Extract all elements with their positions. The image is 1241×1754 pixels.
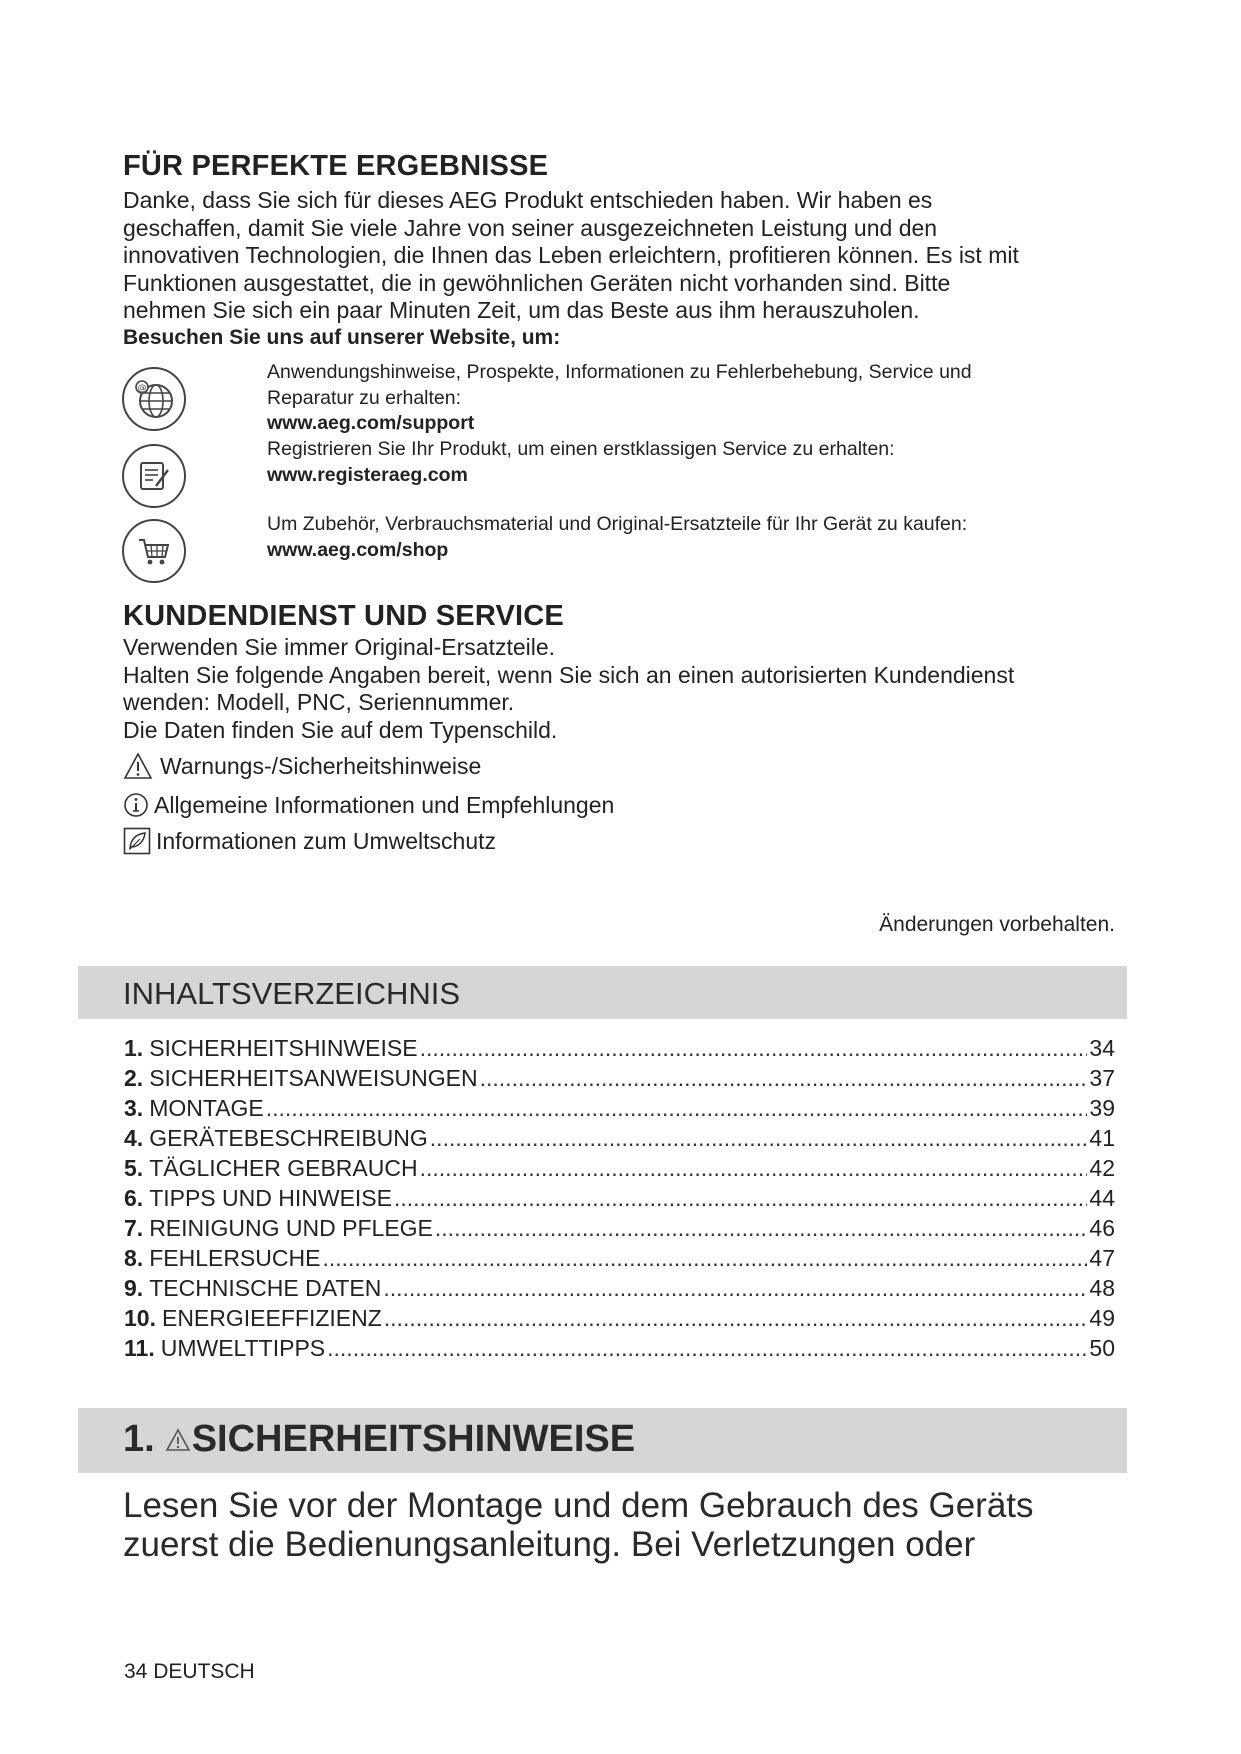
info-icon bbox=[123, 790, 149, 820]
toc-entry-label: MONTAGE bbox=[149, 1095, 264, 1121]
toc-entry-number: 2. bbox=[124, 1065, 144, 1091]
toc-entry-page: 42 bbox=[1089, 1155, 1115, 1181]
toc-entry-label: TIPPS UND HINWEISE bbox=[149, 1185, 392, 1211]
legend-label: Informationen zum Umweltschutz bbox=[156, 827, 497, 854]
toc-entry[interactable] bbox=[124, 1245, 1115, 1273]
toc-header-band bbox=[78, 966, 1127, 1019]
toc-entry-page: 34 bbox=[1089, 1035, 1115, 1061]
toc-entry-page: 48 bbox=[1089, 1275, 1115, 1301]
service-paragraph bbox=[123, 634, 1014, 744]
toc-entry-label: SICHERHEITSANWEISUNGEN bbox=[149, 1065, 478, 1091]
shopping-cart-icon bbox=[122, 519, 186, 583]
toc-entry-number: 7. bbox=[124, 1215, 144, 1241]
paragraph-line: Halten Sie folgende Angaben bereit, wenn Sie sich an einen autorisierten Kundendienst bbox=[123, 661, 1015, 688]
toc-leader-dots bbox=[394, 1185, 1087, 1212]
toc-entry-label: TÄGLICHER GEBRAUCH bbox=[149, 1155, 418, 1181]
legend-label: Warnungs-/Sicherheitshinweise bbox=[160, 752, 482, 779]
safety-heading-number: 1. bbox=[123, 1418, 155, 1460]
safety-intro bbox=[123, 1486, 1034, 1564]
toc-entry-label: TECHNISCHE DATEN bbox=[149, 1275, 382, 1301]
results-paragraph bbox=[123, 187, 1019, 325]
paragraph-line: geschaffen, damit Sie viele Jahre von seiner ausgezeichneten Leistung und den bbox=[123, 214, 938, 241]
toc-entry-number: 9. bbox=[124, 1275, 144, 1301]
toc-entry-label: SICHERHEITSHINWEISE bbox=[149, 1035, 418, 1061]
toc-entry-page: 44 bbox=[1089, 1185, 1115, 1211]
toc-entry-page: 47 bbox=[1089, 1245, 1115, 1271]
changes-note: Änderungen vorbehalten. bbox=[879, 913, 1115, 936]
web-item-text: Um Zubehör, Verbrauchsmaterial und Original-Ersatzteile für Ihr Gerät zu kaufen: bbox=[267, 513, 968, 535]
safety-intro-line: Lesen Sie vor der Montage und dem Gebrauch des Geräts bbox=[123, 1486, 1034, 1525]
warning-triangle-icon bbox=[123, 751, 153, 781]
svg-text:@: @ bbox=[137, 383, 147, 394]
web-item-text: Anwendungshinweise, Prospekte, Informationen zu Fehlerbehebung, Service und bbox=[267, 361, 972, 383]
toc-entry-page: 37 bbox=[1089, 1065, 1115, 1091]
toc-entry-page: 49 bbox=[1089, 1305, 1115, 1331]
toc-entry-number: 10. bbox=[124, 1305, 156, 1331]
legend-warning bbox=[123, 750, 481, 782]
register-icon bbox=[122, 444, 186, 508]
toc-title: INHALTSVERZEICHNIS bbox=[123, 976, 461, 1011]
toc-entry[interactable] bbox=[124, 1095, 1115, 1123]
toc-entry-number: 6. bbox=[124, 1185, 144, 1211]
paragraph-line: nehmen Sie sich ein paar Minuten Zeit, um das Beste aus ihm herauszuholen. bbox=[123, 297, 920, 323]
toc-leader-dots bbox=[480, 1065, 1088, 1092]
toc-entry-page: 50 bbox=[1089, 1335, 1115, 1361]
toc-leader-dots bbox=[327, 1335, 1087, 1362]
page-footer: 34 DEUTSCH bbox=[124, 1660, 255, 1683]
toc-entry-label: GERÄTEBESCHREIBUNG bbox=[149, 1125, 428, 1151]
toc-entry[interactable] bbox=[124, 1035, 1115, 1063]
toc-entry-page: 41 bbox=[1089, 1125, 1115, 1151]
visit-website-label: Besuchen Sie uns auf unserer Website, um: bbox=[123, 326, 561, 349]
toc-entry-number: 11. bbox=[124, 1335, 155, 1361]
toc-entry[interactable] bbox=[124, 1215, 1115, 1243]
shop-link[interactable]: www.aeg.com/shop bbox=[267, 538, 449, 561]
paragraph-line: Danke, dass Sie sich für dieses AEG Produkt entschieden haben. Wir haben es bbox=[123, 187, 933, 213]
toc-entry-label: ENERGIEEFFIZIENZ bbox=[161, 1305, 382, 1331]
web-item-text: Registrieren Sie Ihr Produkt, um einen erstklassigen Service zu erhalten: bbox=[267, 438, 895, 460]
paragraph-line: Die Daten finden Sie auf dem Typenschild. bbox=[123, 716, 558, 743]
paragraph-line: innovativen Technologien, die Ihnen das Leben erleichtern, profitieren können. Es ist mit bbox=[123, 242, 1019, 268]
toc-entry-number: 4. bbox=[124, 1125, 144, 1151]
paragraph-line: Verwenden Sie immer Original-Ersatzteile. bbox=[123, 634, 556, 660]
legend-info bbox=[123, 789, 614, 821]
toc-entry-page: 46 bbox=[1089, 1215, 1115, 1241]
toc-leader-dots bbox=[266, 1095, 1088, 1122]
web-item-shop bbox=[267, 512, 967, 563]
toc-entry[interactable] bbox=[124, 1065, 1115, 1093]
legend-label: Allgemeine Informationen und Empfehlungen bbox=[154, 791, 615, 818]
paragraph-line: Funktionen ausgestattet, die in gewöhnlichen Geräten nicht vorhanden sind. Bitte bbox=[123, 269, 951, 296]
environment-leaf-icon bbox=[123, 826, 151, 856]
globe-icon bbox=[122, 367, 186, 431]
toc-entry-label: FEHLERSUCHE bbox=[149, 1245, 321, 1271]
toc-leader-dots bbox=[384, 1305, 1088, 1332]
toc-entry-page: 39 bbox=[1089, 1095, 1115, 1121]
register-link[interactable]: www.registeraeg.com bbox=[267, 463, 468, 486]
section-title-results: FÜR PERFEKTE ERGEBNISSE bbox=[123, 150, 549, 182]
safety-intro-line: zuerst die Bedienungsanleitung. Bei Verletzungen oder bbox=[123, 1525, 976, 1564]
toc-entry[interactable] bbox=[124, 1125, 1115, 1153]
safety-header-band bbox=[78, 1408, 1127, 1473]
toc-leader-dots bbox=[420, 1035, 1088, 1062]
web-item-register bbox=[267, 437, 895, 488]
safety-heading bbox=[123, 1418, 635, 1461]
web-item-text: Reparatur zu erhalten: bbox=[267, 386, 462, 409]
section-title-service: KUNDENDIENST UND SERVICE bbox=[123, 600, 564, 632]
toc-entry[interactable] bbox=[124, 1305, 1115, 1333]
toc-entry-number: 3. bbox=[124, 1095, 144, 1121]
toc-entry-label: REINIGUNG UND PFLEGE bbox=[149, 1215, 433, 1241]
paragraph-line: wenden: Modell, PNC, Seriennummer. bbox=[123, 689, 515, 715]
toc-entry-label: UMWELTTIPPS bbox=[160, 1335, 326, 1361]
toc-entry-number: 5. bbox=[124, 1155, 144, 1181]
toc-entry[interactable] bbox=[124, 1335, 1115, 1363]
toc-entry[interactable] bbox=[124, 1185, 1115, 1213]
web-item-support bbox=[267, 360, 972, 437]
toc-entry-number: 8. bbox=[124, 1245, 144, 1271]
safety-heading-title: SICHERHEITSHINWEISE bbox=[191, 1418, 636, 1460]
toc-leader-dots bbox=[420, 1155, 1088, 1182]
toc-leader-dots bbox=[435, 1215, 1088, 1242]
toc-leader-dots bbox=[430, 1125, 1088, 1152]
warning-triangle-icon bbox=[165, 1428, 191, 1452]
toc-entry-number: 1. bbox=[124, 1035, 144, 1061]
legend-environment bbox=[123, 825, 496, 857]
toc-entry[interactable] bbox=[124, 1155, 1115, 1183]
toc-leader-dots bbox=[322, 1245, 1087, 1272]
toc-leader-dots bbox=[383, 1275, 1087, 1302]
support-link[interactable]: www.aeg.com/support bbox=[267, 412, 475, 434]
toc-entry[interactable] bbox=[124, 1275, 1115, 1303]
